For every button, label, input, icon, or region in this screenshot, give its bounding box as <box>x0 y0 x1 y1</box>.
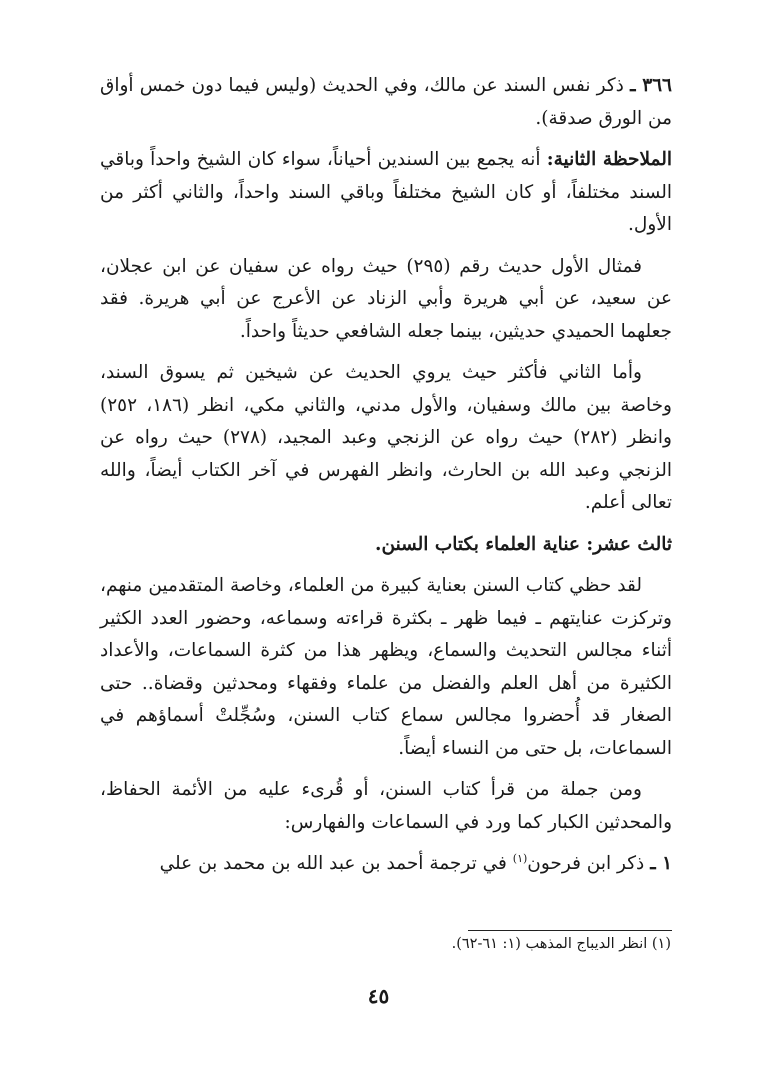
footnote-divider <box>468 930 672 931</box>
item-number: ١ ـ <box>650 853 672 874</box>
paragraph-item-1 <box>100 848 672 881</box>
paragraph-second-note <box>100 144 672 242</box>
footnote-marker: (١) <box>512 851 528 865</box>
paragraph-second-example: وأما الثاني فأكثر حيث يروي الحديث عن شيخين ثم يسوق السند، وخاصة بين مالك وسفيان، والأول مدني، والثاني مكي، انظر (١٨٦، ٢٥٢) وانظر (٢٨٢) حيث رواه عن الزنجي وعبد المجيد، (٢٧٨) حيث رواه عن الزنجي وعبد الله بن الحارث، وانظر الفهرس في آخر الكتاب أيضاً، والله تعالى أعلم. <box>100 362 672 513</box>
page-number: ٤٥ <box>367 984 390 1008</box>
page-body <box>100 70 672 890</box>
note-label: الملاحظة الثانية: <box>546 149 672 170</box>
paragraph-readers-intro: ومن جملة من قرأ كتاب السنن، أو قُرىء عليه من الأئمة الحفاظ، والمحدثين الكبار كما ورد في السماعات والفهارس: <box>100 779 672 833</box>
paragraph-first-example: فمثال الأول حديث رقم (٢٩٥) حيث رواه عن سفيان عن ابن عجلان، عن سعيد، عن أبي هريرة وأبي الزناد عن الأعرج عن أبي هريرة. فقد جعلهما الحميدي حديثين، بينما جعله الشافعي حديثاً واحداً. <box>100 255 672 342</box>
paragraph-366 <box>100 70 672 135</box>
paragraph-text: ذكر ابن فرحون <box>527 853 651 874</box>
paragraph-text: أنه يجمع بين السندين أحياناً، سواء كان الشيخ واحداً وباقي السند مختلفاً، أو كان الشيخ مختلفاً وباقي السند واحداً، والثاني أكثر من الأول. <box>100 149 672 235</box>
item-number: ٣٦٦ ـ <box>630 75 672 96</box>
section-heading: ثالث عشر: عناية العلماء بكتاب السنن. <box>375 533 672 555</box>
paragraph-text: ذكر نفس السند عن مالك، وفي الحديث (وليس فيما دون خمس أواق من الورق صدقة). <box>100 75 672 129</box>
footnote: (١) انظر الديباج المذهب (١: ٦١-٦٢). <box>451 936 671 952</box>
paragraph-text: في ترجمة أحمد بن عبد الله بن محمد بن علي <box>159 853 513 874</box>
paragraph-scholars-care: لقد حظي كتاب السنن بعناية كبيرة من العلماء، وخاصة المتقدمين منهم، وتركزت عنايتهم ـ فيما ظهر ـ بكثرة قراءته وسماعه، وحضور العدد الكثير أثناء مجالس التحديث والسماع، ويظهر هذا من كثرة السماعات، والأعداد الكثيرة من أهل العلم والفضل من علماء وفقهاء ومحدثين وقضاة.. حتى الصغار قد أُحضروا مجالس سماع كتاب السنن، وسُجِّلتْ أسماؤهم في السماعات، بل حتى من النساء أيضاً. <box>100 575 672 759</box>
